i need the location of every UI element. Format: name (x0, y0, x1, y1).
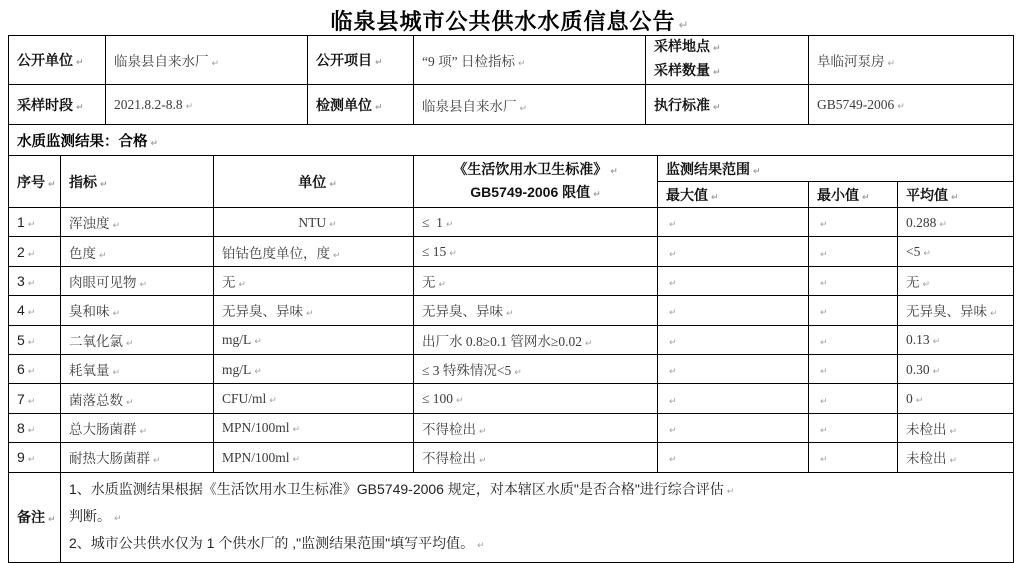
paragraph-mark: ↵ (820, 337, 828, 348)
paragraph-mark: ↵ (27, 337, 36, 348)
paragraph-mark: ↵ (949, 426, 958, 437)
col-header-indicator: 指标 ↵ (61, 156, 214, 208)
paragraph-mark: ↵ (820, 249, 828, 260)
paragraph-mark: ↵ (114, 513, 122, 524)
paragraph-mark: ↵ (76, 58, 84, 68)
value-public-unit: 临泉县自来水厂 ↵ (106, 36, 308, 85)
paragraph-mark: ↵ (506, 309, 514, 320)
remarks-label: 备注 ↵ (9, 472, 61, 562)
col-header-range: 监测结果范围 ↵ (658, 156, 1014, 182)
table-row-6: 6 ↵ 耗氧量 ↵ mg/L ↵ ≤ 3 特殊情况<5 ↵ ↵ ↵ 0.30 ↵ (9, 354, 1014, 383)
value-sampling-site: 阜临河泵房 ↵ (809, 36, 1014, 85)
paragraph-mark: ↵ (329, 219, 337, 230)
paragraph-mark: ↵ (669, 455, 677, 466)
paragraph-mark: ↵ (477, 540, 485, 551)
paragraph-mark: ↵ (139, 426, 148, 437)
paragraph-mark: ↵ (669, 278, 677, 289)
paragraph-mark: ↵ (669, 367, 677, 378)
paragraph-mark: ↵ (726, 486, 735, 497)
paragraph-mark: ↵ (150, 138, 159, 149)
result-banner: 水质监测结果：合格 ↵ (9, 125, 1014, 156)
paragraph-mark: ↵ (27, 367, 36, 378)
col-header-max: 最大值 ↵ (658, 182, 809, 208)
remarks-content: 1、水质监测结果根据《生活饮用水卫生标准》GB5749-2006 规定，对本辖区水质"是否合格"进行综合评估 ↵ 判断。 ↵ 2、城市公共供水仅为 1 个供水厂的 ,"监测结果范围"填写平均值。 ↵ (61, 472, 1014, 562)
paragraph-mark: ↵ (820, 455, 828, 466)
page-title-row (0, 0, 1019, 35)
paragraph-mark: ↵ (949, 456, 958, 467)
col-header-limit: 《生活饮用水卫生标准》 ↵ GB5749-2006 限值 ↵ (414, 156, 658, 208)
label-public-unit: 公开单位 ↵ (9, 36, 106, 85)
paragraph-mark: ↵ (678, 18, 689, 32)
paragraph-mark: ↵ (820, 367, 828, 378)
paragraph-mark: ↵ (27, 396, 36, 407)
paragraph-mark: ↵ (48, 179, 56, 190)
paragraph-mark: ↵ (932, 366, 941, 377)
label-public-item: 公开项目 ↵ (308, 36, 414, 85)
col-header-avg: 平均值 ↵ (898, 182, 1014, 208)
paragraph-mark: ↵ (100, 179, 108, 190)
info-row-1 (9, 36, 1014, 85)
label-testing-unit: 检测单位 ↵ (308, 85, 414, 125)
table-row-7: 7 ↵ 菌落总数 ↵ CFU/ml ↵ ≤ 100 ↵ ↵ ↵ 0 ↵ (9, 384, 1014, 413)
label-sampling-site-count: 采样地点 ↵ 采样数量 ↵ (646, 36, 809, 85)
paragraph-mark: ↵ (27, 249, 36, 260)
paragraph-mark: ↵ (292, 425, 301, 436)
paragraph-mark: ↵ (932, 337, 941, 348)
paragraph-mark: ↵ (711, 192, 719, 203)
table-row-8: 8 ↵ 总大肠菌群 ↵ MPN/100ml ↵ 不得检出 ↵ ↵ ↵ 未检出 ↵ (9, 413, 1014, 442)
paragraph-mark: ↵ (713, 102, 721, 113)
paragraph-mark: ↵ (897, 102, 905, 112)
label-sampling-period: 采样时段 ↵ (9, 85, 106, 125)
paragraph-mark: ↵ (887, 59, 896, 69)
paragraph-mark: ↵ (820, 308, 828, 319)
paragraph-mark: ↵ (254, 366, 262, 377)
paragraph-mark: ↵ (713, 68, 721, 78)
paragraph-mark: ↵ (112, 368, 121, 379)
table-row-1: 1 ↵ 浑浊度 ↵ NTU ↵ ≤ 1 ↵ ↵ ↵ 0.288 ↵ (9, 208, 1014, 237)
paragraph-mark: ↵ (76, 102, 84, 113)
value-testing-unit: 临泉县自来水厂 ↵ (414, 85, 646, 125)
paragraph-mark: ↵ (669, 220, 677, 231)
paragraph-mark: ↵ (112, 309, 121, 320)
table-row-2: 2 ↵ 色度 ↵ 铂钴色度单位，度 ↵ ≤ 15 ↵ ↵ ↵ <5 ↵ (9, 237, 1014, 266)
paragraph-mark: ↵ (445, 219, 454, 230)
paragraph-mark: ↵ (669, 308, 677, 319)
paragraph-mark: ↵ (951, 192, 959, 203)
paragraph-mark: ↵ (153, 456, 161, 467)
result-banner-table (8, 124, 1014, 156)
table-row-9: 9 ↵ 耐热大肠菌群 ↵ MPN/100ml ↵ 不得检出 ↵ ↵ ↵ 未检出 ↵ (9, 443, 1014, 472)
col-header-unit: 单位 ↵ (214, 156, 414, 208)
paragraph-mark: ↵ (669, 249, 677, 260)
paragraph-mark: ↵ (292, 454, 301, 465)
col-header-no: 序号 ↵ (9, 156, 61, 208)
paragraph-mark: ↵ (713, 44, 721, 54)
paragraph-mark: ↵ (449, 249, 457, 260)
paragraph-mark: ↵ (939, 219, 947, 230)
paragraph-mark: ↵ (669, 396, 677, 407)
value-public-item: “9 项” 日检指标 ↵ (414, 36, 646, 85)
remarks-table (8, 472, 1014, 563)
header-row-top (9, 156, 1014, 182)
paragraph-mark: ↵ (669, 425, 677, 436)
paragraph-mark: ↵ (820, 396, 828, 407)
paragraph-mark: ↵ (517, 59, 526, 69)
paragraph-mark: ↵ (519, 103, 528, 114)
col-header-min: 最小值 ↵ (809, 182, 898, 208)
paragraph-mark: ↵ (27, 278, 36, 289)
paragraph-mark: ↵ (139, 279, 148, 290)
paragraph-mark: ↵ (238, 279, 247, 290)
table-row-4: 4 ↵ 臭和味 ↵ 无异臭、异味 ↵ 无异臭、异味 ↵ ↵ ↵ 无异臭、异味 ↵ (9, 296, 1014, 325)
paragraph-mark: ↵ (269, 396, 277, 407)
paragraph-mark: ↵ (126, 397, 134, 408)
label-standard: 执行标准 ↵ (646, 85, 809, 125)
paragraph-mark: ↵ (922, 279, 931, 290)
indicators-table (8, 155, 1014, 473)
paragraph-mark: ↵ (862, 192, 870, 203)
paragraph-mark: ↵ (112, 221, 121, 232)
paragraph-mark: ↵ (923, 249, 931, 260)
paragraph-mark: ↵ (48, 515, 56, 526)
info-row-2 (9, 85, 1014, 125)
paragraph-mark: ↵ (479, 426, 487, 437)
value-sampling-period: 2021.8.2-8.8 ↵ (106, 85, 308, 125)
paragraph-mark: ↵ (479, 456, 487, 467)
paragraph-mark: ↵ (375, 58, 383, 68)
info-table (8, 35, 1014, 125)
paragraph-mark: ↵ (375, 102, 383, 113)
paragraph-mark: ↵ (27, 308, 36, 319)
paragraph-mark: ↵ (27, 425, 36, 436)
paragraph-mark: ↵ (333, 250, 341, 261)
paragraph-mark: ↵ (99, 250, 107, 261)
paragraph-mark: ↵ (820, 278, 828, 289)
paragraph-mark: ↵ (27, 220, 36, 231)
paragraph-mark: ↵ (820, 220, 828, 231)
paragraph-mark: ↵ (254, 337, 262, 348)
paragraph-mark: ↵ (211, 59, 220, 69)
paragraph-mark: ↵ (990, 309, 998, 320)
paragraph-mark: ↵ (820, 425, 828, 436)
paragraph-mark: ↵ (126, 338, 134, 349)
paragraph-mark: ↵ (584, 338, 593, 349)
table-row-3: 3 ↵ 肉眼可见物 ↵ 无 ↵ 无 ↵ ↵ ↵ 无 ↵ (9, 266, 1014, 295)
paragraph-mark: ↵ (329, 179, 337, 190)
paragraph-mark: ↵ (915, 396, 924, 407)
paragraph-mark: ↵ (306, 309, 314, 320)
paragraph-mark: ↵ (456, 396, 464, 407)
paragraph-mark: ↵ (514, 368, 522, 379)
value-standard: GB5749-2006 ↵ (809, 85, 1014, 125)
paragraph-mark: ↵ (753, 166, 761, 177)
paragraph-mark: ↵ (610, 166, 618, 177)
paragraph-mark: ↵ (27, 455, 36, 466)
table-row-5: 5 ↵ 二氧化氯 ↵ mg/L ↵ 出厂水 0.8≥0.1 管网水≥0.02 ↵ ↵ ↵ 0.13 ↵ (9, 325, 1014, 354)
paragraph-mark: ↵ (669, 337, 677, 348)
paragraph-mark: ↵ (593, 189, 601, 200)
page-title: 临泉县城市公共供水水质信息公告 (330, 9, 676, 34)
paragraph-mark: ↵ (438, 279, 447, 290)
paragraph-mark: ↵ (185, 102, 194, 112)
